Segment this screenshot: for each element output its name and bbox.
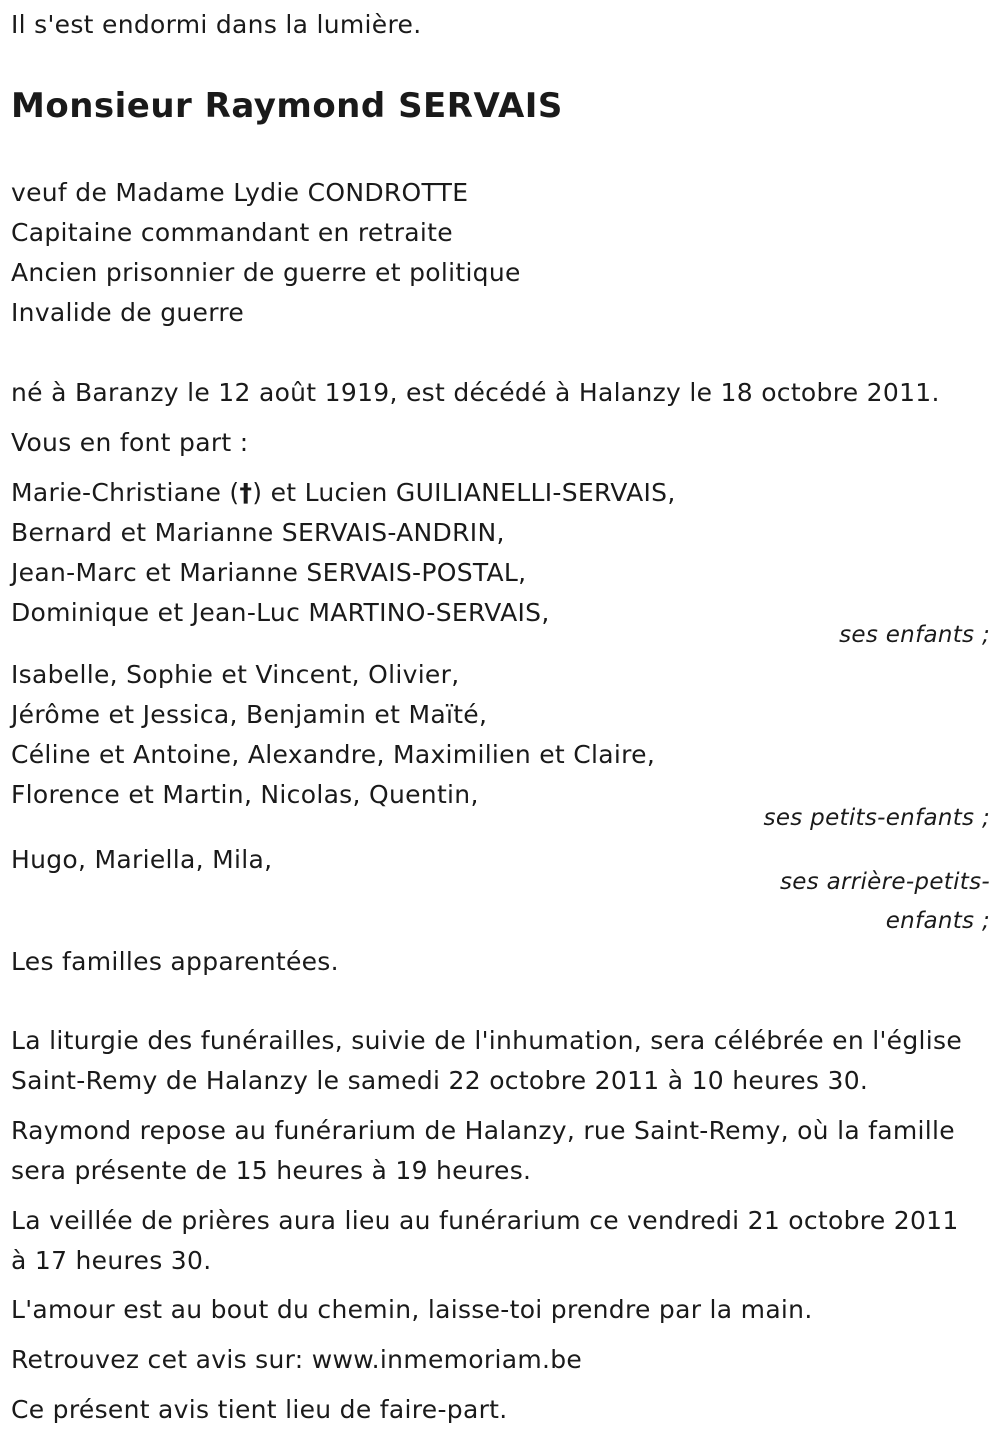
title-line: veuf de Madame Lydie CONDROTTE <box>11 178 469 207</box>
vigil-text-line1: La veillée de prières aura lieu au funérarium ce vendredi 21 octobre 2011 <box>11 1206 959 1235</box>
title-line: Invalide de guerre <box>11 298 245 327</box>
funeral-text-line1: La liturgie des funérailles, suivie de l'inhumation, sera célébrée en l'église <box>11 1026 963 1055</box>
title-line: Capitaine commandant en retraite <box>11 218 453 247</box>
children-line: Bernard et Marianne SERVAIS-ANDRIN, <box>11 518 505 547</box>
great-grandchildren-role-line2: enfants ; <box>885 908 990 934</box>
grandchildren-line: Isabelle, Sophie et Vincent, Olivier, <box>11 660 460 689</box>
children-first-prefix: Marie-Christiane ( <box>11 478 240 507</box>
cross-icon: † <box>239 478 253 507</box>
grandchildren-role: ses petits-enfants ; <box>763 805 990 831</box>
children-first-suffix: ) et Lucien GUILIANELLI-SERVAIS, <box>252 478 676 507</box>
great-grandchildren-role-line1: ses arrière-petits- <box>779 869 990 895</box>
families-text: Les familles apparentées. <box>11 947 339 976</box>
great-grandchildren-line: Hugo, Mariella, Mila, <box>11 845 273 874</box>
rest-text-line2: sera présente de 15 heures à 19 heures. <box>11 1156 532 1185</box>
children-line: Dominique et Jean-Luc MARTINO-SERVAIS, <box>11 598 550 627</box>
website-text: Retrouvez cet avis sur: www.inmemoriam.be <box>11 1345 583 1374</box>
quote-text: L'amour est au bout du chemin, laisse-toi prendre par la main. <box>11 1295 813 1324</box>
children-line: Jean-Marc et Marianne SERVAIS-POSTAL, <box>11 558 527 587</box>
announce-text: Vous en font part : <box>11 428 249 457</box>
children-line-first <box>11 478 676 507</box>
grandchildren-line: Florence et Martin, Nicolas, Quentin, <box>11 780 479 809</box>
children-role: ses enfants ; <box>839 622 990 648</box>
grandchildren-line: Jérôme et Jessica, Benjamin et Maïté, <box>11 700 488 729</box>
title-line: Ancien prisonnier de guerre et politique <box>11 258 521 287</box>
notice-text: Ce présent avis tient lieu de faire-part. <box>11 1395 508 1424</box>
vigil-text-line2: à 17 heures 30. <box>11 1246 212 1275</box>
funeral-text-line2: Saint-Remy de Halanzy le samedi 22 octobre 2011 à 10 heures 30. <box>11 1066 869 1095</box>
intro-text: Il s'est endormi dans la lumière. <box>11 10 422 39</box>
rest-text-line1: Raymond repose au funérarium de Halanzy, rue Saint-Remy, où la famille <box>11 1116 955 1145</box>
deceased-name: Monsieur Raymond SERVAIS <box>11 86 563 126</box>
birth-death-text: né à Baranzy le 12 août 1919, est décédé à Halanzy le 18 octobre 2011. <box>11 378 940 407</box>
grandchildren-line: Céline et Antoine, Alexandre, Maximilien et Claire, <box>11 740 656 769</box>
